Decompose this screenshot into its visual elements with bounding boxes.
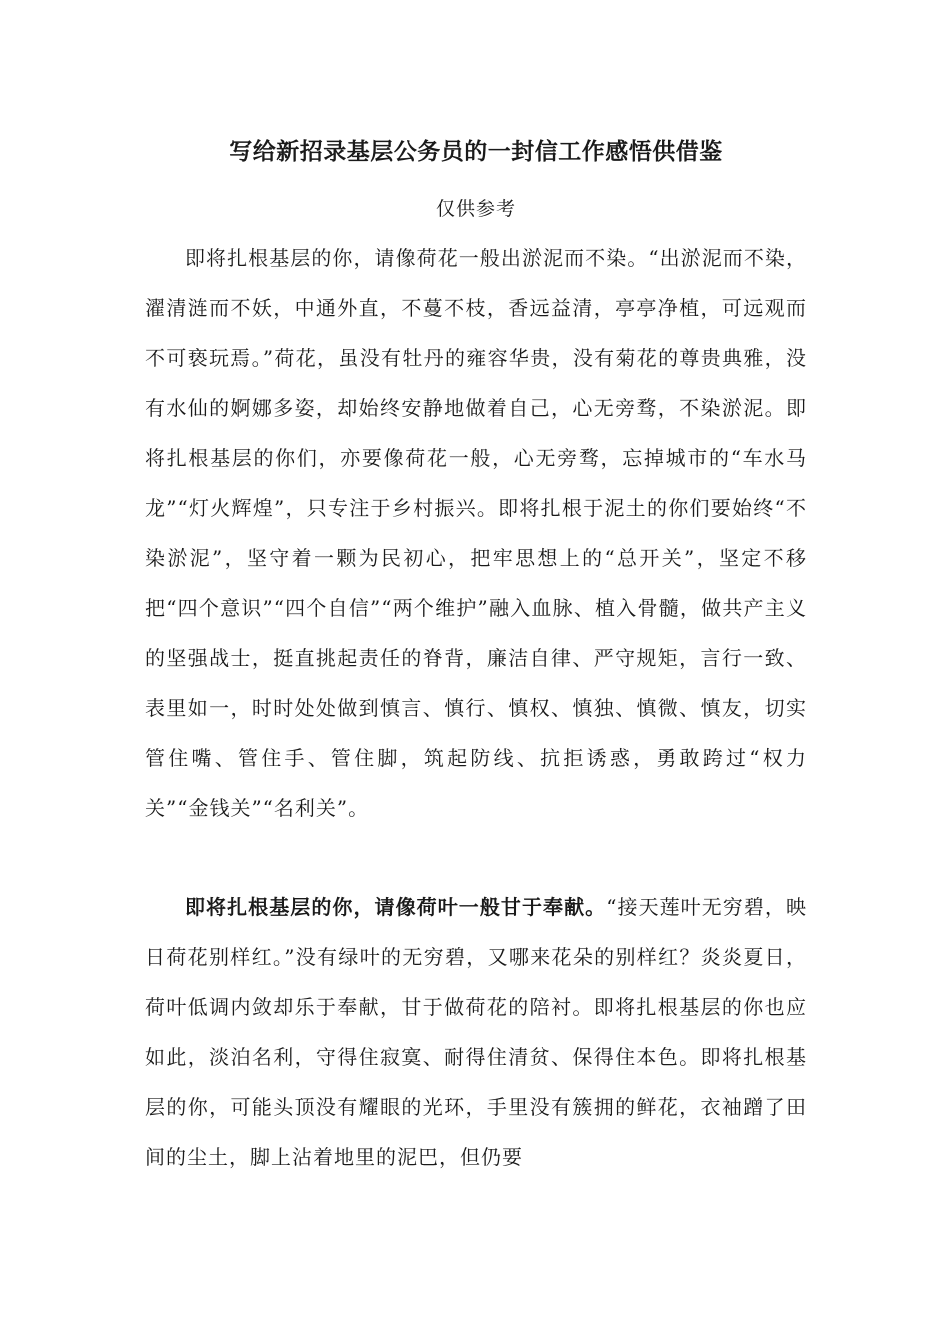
paragraph-2 [145, 882, 807, 1182]
paragraph-1-text: 即将扎根基层的你，请像荷花一般出淤泥而不染。“出淤泥而不染，濯清涟而不妖，中通外直，不蔓不枝，香远益清，亭亭净植，可远观而不可亵玩焉。”荷花，虽没有牡丹的雍容华贵，没有菊花的尊贵典雅，没有水仙的婀娜多姿，却始终安静地做着自己，心无旁骛，不染淤泥。即将扎根基层的你们，亦要像荷花一般，心无旁骛，忘掉城市的“车水马龙”“灯火辉煌”，只专注于乡村振兴。即将扎根于泥土的你们要始终“不染淤泥”，坚守着一颗为民初心，把牢思想上的“总开关”，坚定不移把“四个意识”“四个自信”“两个维护”融入血脉、植入骨髓，做共产主义的坚强战士，挺直挑起责任的脊背，廉洁自律、严守规矩，言行一致、表里如一，时时处处做到慎言、慎行、慎权、慎独、慎微、慎友，切实管住嘴、管住手、管住脚，筑起防线、抗拒诱惑，勇敢跨过“权力关”“金钱关”“名利关”。 [145, 246, 807, 820]
paragraph-2-lead: 即将扎根基层的你，请像荷叶一般甘于奉献。 [185, 895, 607, 919]
document-page [145, 0, 807, 1344]
document-subtitle: 仅供参考 [435, 198, 516, 220]
paragraph-2-text: “接天莲叶无穷碧，映日荷花别样红。”没有绿叶的无穷碧，又哪来花朵的别样红？炎炎夏日，荷叶低调内敛却乐于奉献，甘于做荷花的陪衬。即将扎根基层的你也应如此，淡泊名利，守得住寂寞、耐得住清贫、保得住本色。即将扎根基层的你，可能头顶没有耀眼的光环，手里没有簇拥的鲜花，衣袖蹭了田间的尘土，脚上沾着地里的泥巴，但仍要 [145, 895, 807, 1169]
document-title: 写给新招录基层公务员的一封信工作感悟供借鉴 [229, 138, 723, 165]
paragraph-1 [145, 233, 807, 833]
